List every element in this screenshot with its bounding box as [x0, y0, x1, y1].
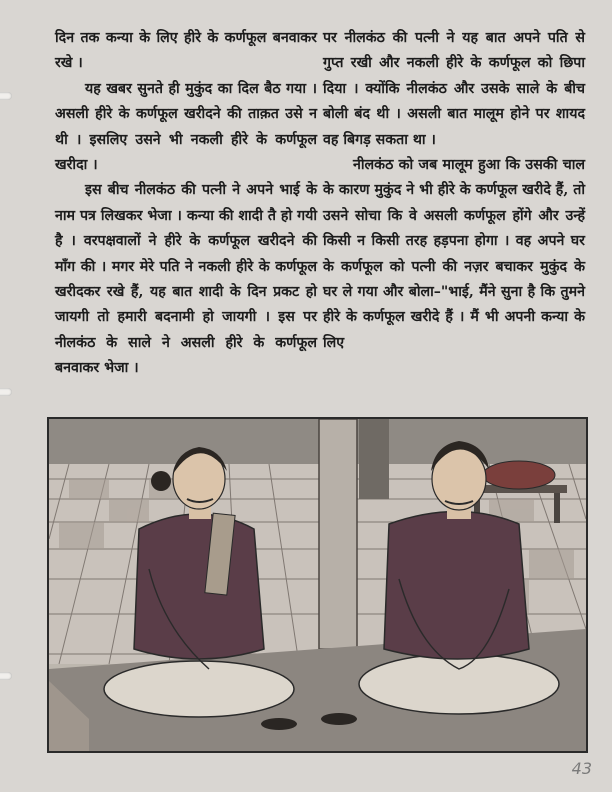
story-illustration — [47, 417, 588, 753]
paragraph: नीलकंठ को जब मालूम हुआ कि उसकी चाल के कारण मुकुंद ने भी हीरे के कर्णफूल खरीदे हैं, तो उसने सोचा कि वे असली कर्णफूल होंगे और उन्हें किसी न किसी तरह हड़पना होगा । वह अपने घर के कर्णफूल को पत्नी की नज़र बचाकर मुकुंद के घर ले गया और बोला–"भाई, मैंने सुना है कि तुमने हीरे के कर्णफूल खरीदे हैं । मैं भी अपनी कन्या के लिए — [323, 157, 585, 351]
paragraph: यह खबर सुनते ही मुकुंद का दिल बैठ गया । असली हीरे के कर्णफूल खरीदने की ताक़त उसे न थी । इसलिए उसने भी नकली हीरे के कर्णफूल खरीदा । — [55, 80, 317, 174]
paragraph: पर नीलकंठ की पत्नी ने यह बात अपने पति से गुप्त रखी और नकली हीरे के कर्णफूल को छिपा दिया । क्योंकि नीलकंठ और उसके साले के बीच बोली बंद थी । असली बात मालूम होने पर शायद वह बिगड़ सकता था । — [323, 30, 585, 148]
slipper — [321, 713, 357, 725]
paragraph: इस बीच नीलकंठ की पत्नी ने अपने भाई के नाम पत्र लिखकर भेजा । कन्या की शादी तै हो गयी है । वरपक्षवालों ने हीरे के कर्णफूल खरीदने की माँग की । मगर मेरे पति ने नकली हीरे के कर्णफूल खरीदकर रखे हैं, यह बात शादी के दिन प्रकट हो जायगी तो हमारी बदनामी हो जायगी । इस पर नीलकंठ के साले ने असली हीरे के कर्णफूल बनवाकर भेजा । — [55, 182, 317, 377]
paragraph: दिन तक कन्या के लिए हीरे के कर्णफूल बनवाकर रखे । — [55, 30, 317, 72]
right-text-column — [323, 26, 585, 356]
slipper — [261, 718, 297, 730]
pillar — [319, 419, 357, 649]
binding-hole — [0, 672, 12, 680]
binding-hole — [0, 388, 12, 396]
binding-hole — [0, 92, 12, 100]
illustration-drawing — [49, 419, 586, 751]
doorway — [359, 419, 389, 499]
bedding-roll — [483, 461, 555, 489]
page-number: 43 — [571, 759, 592, 778]
left-text-column — [55, 26, 317, 382]
